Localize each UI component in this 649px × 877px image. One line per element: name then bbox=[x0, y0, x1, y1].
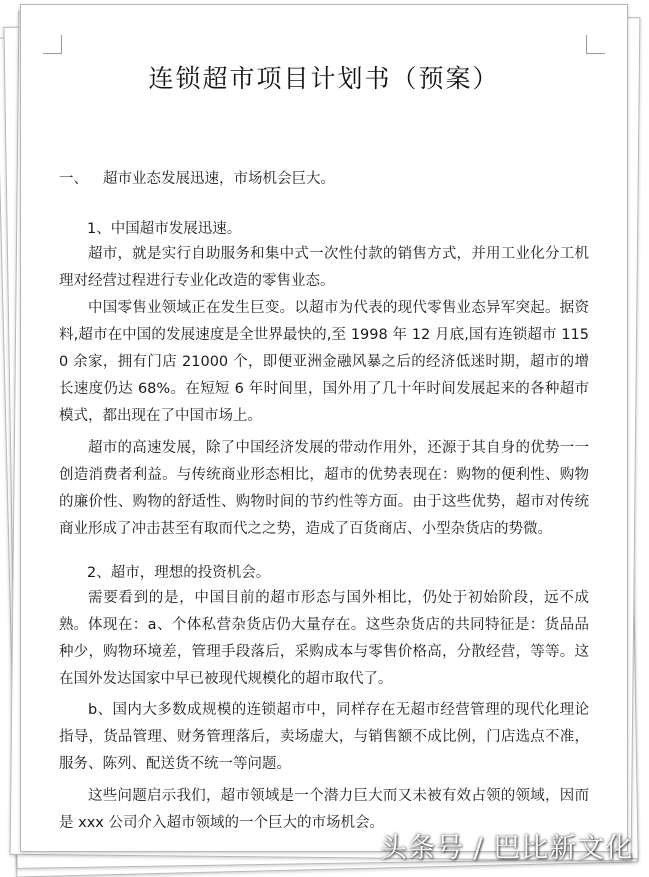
paragraph: 这些问题启示我们，超市领域是一个潜力巨大而又未被有效占领的领域，因而是 xxx 公司介入超市领域的一个巨大的市场机会。 bbox=[59, 788, 589, 831]
paragraph: b、国内大多数成规模的连锁超市中，同样存在无超市经营管理的现代化理论指导，货品管理、财务管理落后，卖场虚大，与销售额不成比例，门店选点不准，服务、陈列、配送货不统一等问题。 bbox=[59, 702, 589, 772]
document-page bbox=[20, 4, 628, 852]
document-title: 连锁超市项目计划书（预案） bbox=[148, 64, 500, 93]
subheading-1: 1、中国超市发展迅速。 bbox=[87, 221, 242, 237]
paragraph: 超市，就是实行自助服务和集中式一次性付款的销售方式，并用工业化分工机理对经营过程进行专业化改造的零售业态。 bbox=[59, 246, 589, 289]
section-heading-text: 超市业态发展迅速，市场机会巨大。 bbox=[103, 171, 335, 187]
crop-mark-top-left bbox=[43, 35, 62, 54]
paragraph: 超市的高速发展，除了中国经济发展的带动作用外，还源于其自身的优势一一创造消费者利益。与传统商业形态相比，超市的优势表现在：购物的便利性、购物的廉价性、购物的舒适性、购物时间的节约性等方面。由于这些优势，超市对传统商业形成了冲击甚至有取而代之之势，造成了百货商店、小型杂货店的势微。 bbox=[59, 440, 589, 537]
paragraph: 体现在：a、个体私营杂货店仍大量存在。这些杂货店的共同特征是：货品品种少，购物环境差，管理手段落后，采购成本与零售价格高，分散经营，等等。这在国外发达国家中早已被现代规模化的超市取代了。 bbox=[59, 617, 589, 687]
watermark: 头条号 / 巴比新文化 bbox=[380, 833, 634, 864]
subheading-2: 2、超市，理想的投资机会。 bbox=[87, 565, 271, 581]
crop-mark-top-right bbox=[586, 35, 605, 54]
paragraph: 中国零售业领域正在发生巨变。以超市为代表的现代零售业态异军突起。据资料,超市在中国的发展速度是全世界最快的,至 1998 年 12 月底,国有连锁超市 1150 余家，拥有门店 21000 个，即便亚洲金融风暴之后的经济低迷时期，超市的增长速度仍达 68%。在短短 6 年时间里，国外用了几十年时间发展起来的各种超市模式，都出现在了中国市场上。 bbox=[59, 300, 589, 424]
paragraph: 需要看到的是，中国目前的超市形态与国外相比，仍处于初始阶段，远不成熟。 bbox=[59, 590, 589, 633]
section-heading bbox=[59, 167, 599, 188]
section-number: 一、 bbox=[59, 171, 88, 187]
